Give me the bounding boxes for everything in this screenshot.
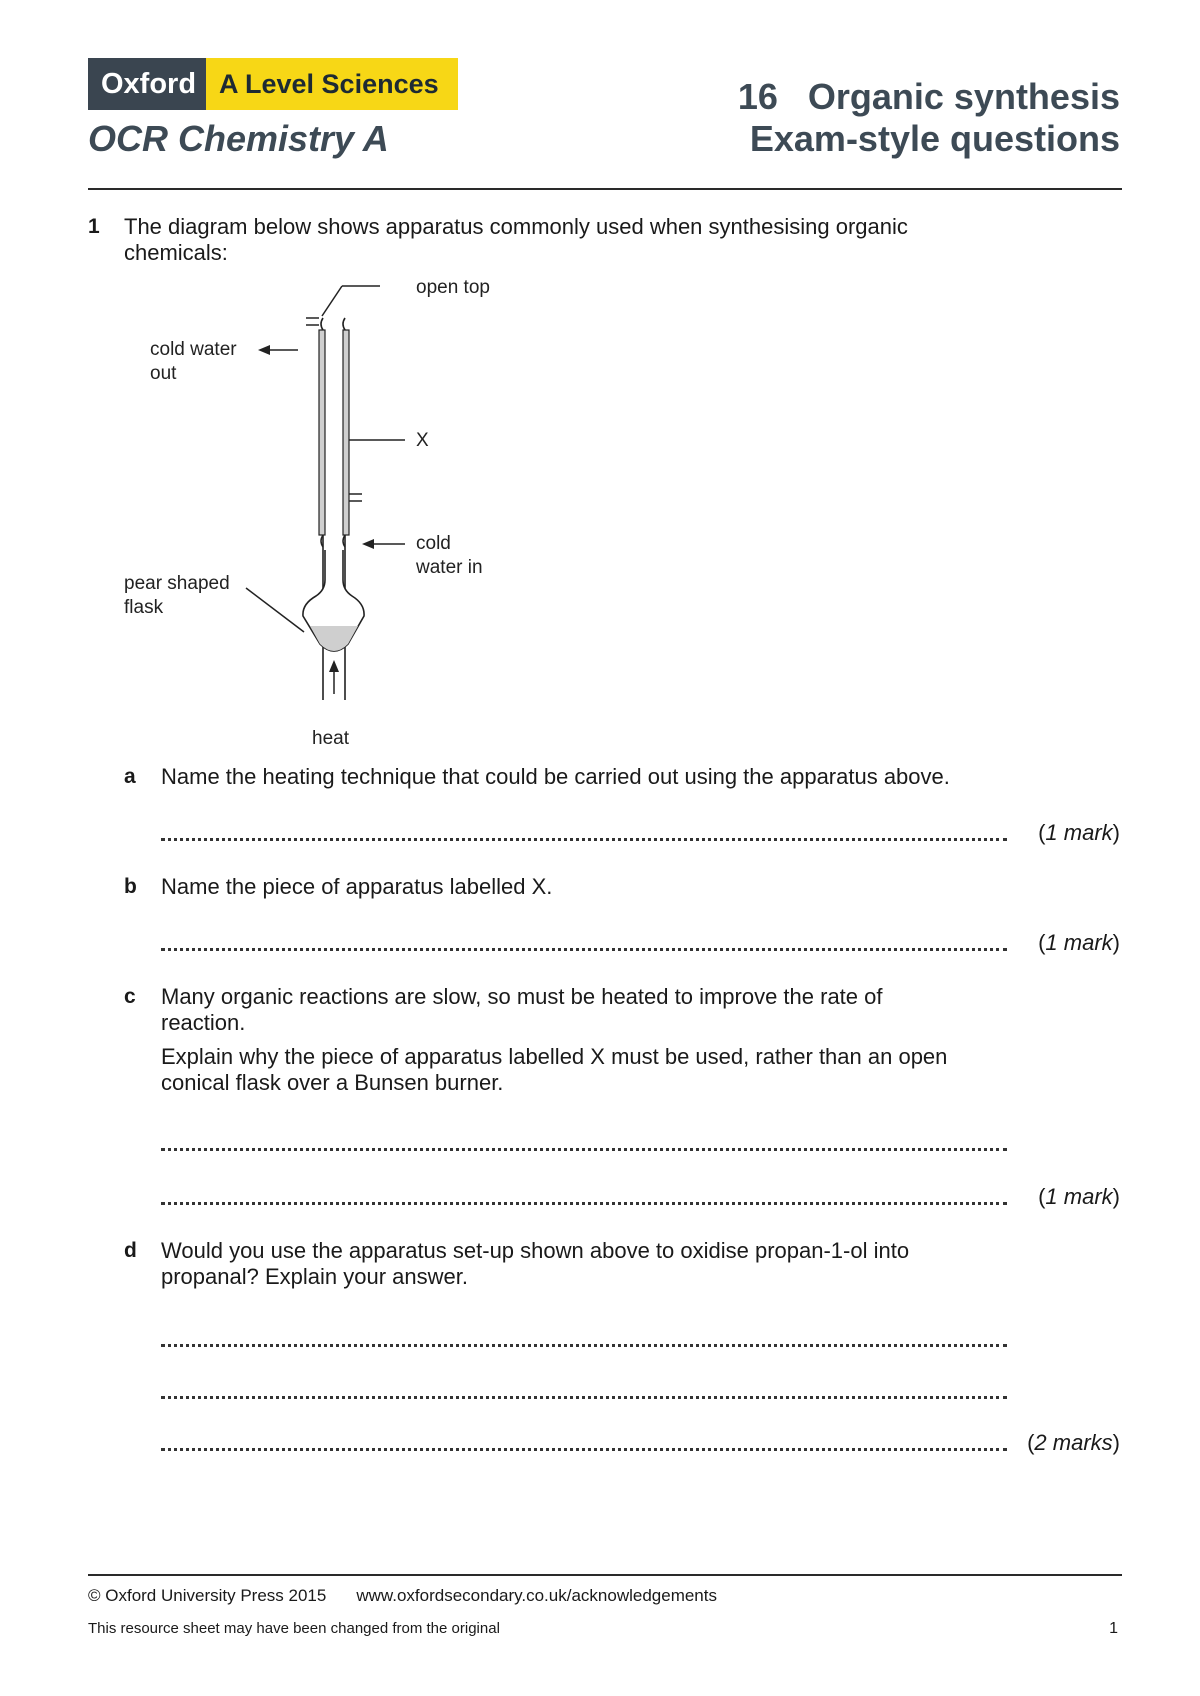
brand-oxford: Oxford (88, 58, 206, 110)
label-heat: heat (312, 728, 349, 749)
heat-arrow-head (329, 660, 339, 672)
part-c-text: Many organic reactions are slow, so must be heated to improve the rate of reaction. (161, 984, 883, 1035)
part-d-marks-value: 2 marks (1034, 1430, 1113, 1455)
footer-line (88, 1586, 747, 1606)
part-d-marks: (2 marks) (1027, 1430, 1120, 1455)
page-type: Exam-style questions (749, 118, 1120, 159)
answer-line-a1[interactable] (161, 838, 1007, 841)
chapter-title: Organic synthesis (807, 76, 1120, 117)
part-b-letter: b (124, 875, 137, 898)
answer-line-c1[interactable] (161, 1148, 1007, 1151)
answer-line-c2[interactable] (161, 1202, 1007, 1205)
subject-title: OCR Chemistry A (88, 118, 389, 159)
part-c-letter: c (124, 985, 136, 1008)
condenser-jacket-left (319, 330, 325, 535)
answer-line-d3[interactable] (161, 1448, 1007, 1451)
part-a-letter: a (124, 765, 136, 788)
part-c-marks-value: 1 mark (1045, 1184, 1113, 1209)
part-d-text: Would you use the apparatus set-up shown above to oxidise propan-1-ol into propanal? Explain your answer. (161, 1238, 910, 1289)
footer-divider (88, 1574, 1122, 1576)
question-number: 1 (88, 215, 100, 238)
part-c-text2: Explain why the piece of apparatus labelled X must be used, rather than an open conical flask over a Bunsen burner. (161, 1044, 948, 1095)
label-open-top: open top (416, 277, 490, 298)
label-cold-water-out: cold water out (150, 339, 237, 384)
flask-liquid (310, 626, 358, 651)
footer-note: This resource sheet may have been changed from the original (88, 1620, 500, 1637)
part-a-marks-value: 1 mark (1045, 820, 1113, 845)
part-a-marks: (1 mark) (1038, 820, 1120, 845)
page-number: 1 (1109, 1620, 1118, 1637)
answer-line-d2[interactable] (161, 1396, 1007, 1399)
chapter-number: 16 (737, 76, 778, 117)
label-pear-shaped-flask: pear shaped flask (124, 573, 230, 618)
brand-series: A Level Sciences (206, 58, 458, 110)
part-d-letter: d (124, 1239, 137, 1262)
answer-line-b1[interactable] (161, 948, 1007, 951)
condenser-jacket-right (343, 330, 349, 535)
header-divider (88, 188, 1122, 190)
question-intro: The diagram below shows apparatus commonly used when synthesising organic chemicals: (124, 214, 908, 265)
brand-logo (88, 58, 458, 110)
part-a-text: Name the heating technique that could be carried out using the apparatus above. (161, 764, 950, 789)
label-cold-water-in: cold water in (416, 533, 483, 578)
answer-line-d1[interactable] (161, 1344, 1007, 1347)
label-x: X (416, 430, 429, 451)
chapter-heading (738, 76, 1120, 118)
footer-copyright: © Oxford University Press 2015 (88, 1586, 327, 1605)
part-b-marks: (1 mark) (1038, 930, 1120, 955)
part-c-marks: (1 mark) (1038, 1184, 1120, 1209)
open-top-pointer (322, 286, 342, 316)
footer-url[interactable]: www.oxfordsecondary.co.uk/acknowledgements (356, 1586, 717, 1605)
part-b-text: Name the piece of apparatus labelled X. (161, 874, 553, 899)
part-b-marks-value: 1 mark (1045, 930, 1113, 955)
